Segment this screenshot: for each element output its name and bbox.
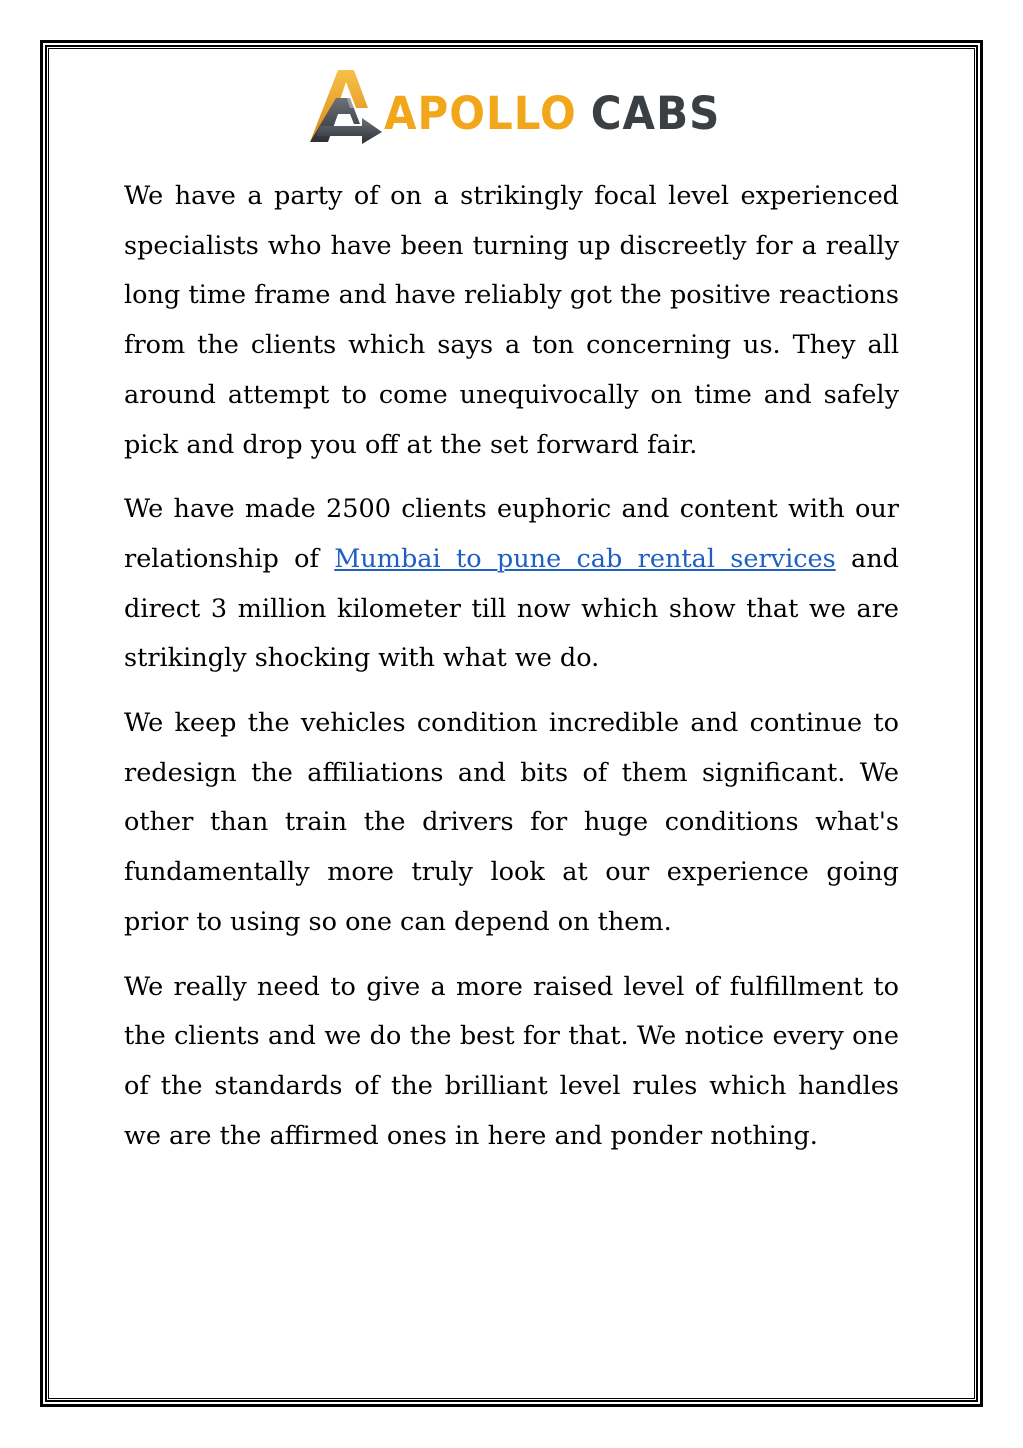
apollo-a-arrow-logo-icon — [310, 68, 382, 144]
logo-wordmark — [384, 87, 720, 140]
mumbai-pune-cab-link[interactable]: Mumbai to pune cab rental services — [334, 543, 836, 574]
paragraph-2-text-before: We have made 2500 clients euphoric and content with our relationship of — [124, 494, 899, 574]
apollo-cabs-logo — [310, 66, 721, 146]
paragraph-1: We have a party of on a strikingly focal level experienced specialists who have been turning up discreetly for a really long time frame and have reliably got the positive reactions from the clients which says a ton concerning us. They all around attempt to come unequivocally on time and safely pick and drop you off at the set forward fair. — [124, 181, 899, 460]
logo-word-cabs: CABS — [590, 86, 721, 140]
paragraph-2 — [124, 485, 899, 684]
paragraph-4: We really need to give a more raised level of fulfillment to the clients and we do the best for that. We notice every one of the standards of the brilliant level rules which handles we are the affirmed ones in here and ponder nothing. — [124, 971, 899, 1151]
paragraph-3: We keep the vehicles condition incredible and continue to redesign the affiliations and bits of them significant. We other than train the drivers for huge conditions what's fundamentally more truly look at our experience going prior to using so one can depend on them. — [124, 708, 899, 937]
paragraph-2-text-after: and direct 3 million kilometer till now which show that we are strikingly shocking with what we do. — [124, 543, 899, 674]
logo-word-apollo: APOLLO — [384, 86, 577, 140]
document-body — [124, 172, 899, 1176]
